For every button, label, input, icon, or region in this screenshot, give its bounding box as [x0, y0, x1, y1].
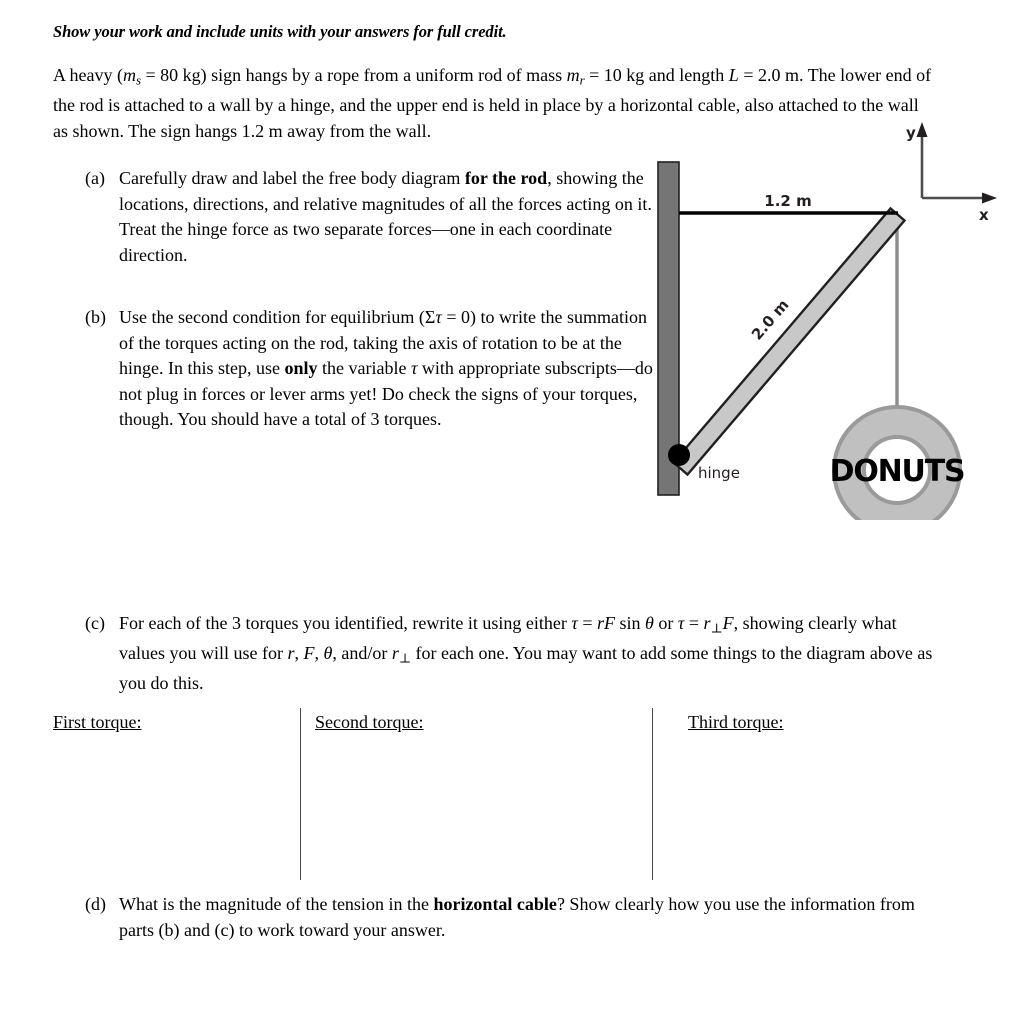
axis-y-label: y	[906, 124, 916, 142]
symbol-L: L	[728, 65, 739, 85]
part-a	[85, 166, 655, 268]
var-r: r	[287, 643, 295, 664]
part-c	[85, 611, 945, 697]
part-b-text-3: the variable	[317, 358, 411, 378]
var-r-perp-subscript: ⊥	[398, 650, 412, 666]
part-a-text-1: Carefully draw and label the free body diagram	[119, 168, 465, 188]
part-b-label: (b)	[85, 307, 106, 327]
var-F: F	[303, 643, 315, 664]
part-a-text-2: , showing the locations, directions, and relative magnitudes of all the forces acting on it. Treat the hinge force as two separate forces—one in each coordinate direction.	[119, 168, 652, 265]
part-b-emphasis: only	[284, 358, 318, 378]
column-divider-1	[300, 708, 301, 880]
part-c-text-1: For each of the 3 torques you identified, rewrite it using either	[119, 613, 572, 633]
eq1-F: F	[604, 613, 615, 633]
part-b-text-1: Use the second condition for equilibrium (Σ	[119, 307, 436, 327]
eq1-theta: θ	[645, 613, 654, 633]
eq1-tau: τ	[571, 613, 578, 633]
part-b-text-2: = 0) to write the summation of the torques acting on the rod, taking the axis of rotation to be at the hinge. In this step, use	[119, 307, 647, 378]
physics-diagram	[640, 110, 1024, 520]
hinge-label: hinge	[698, 464, 740, 482]
intro-text-1: A heavy (	[53, 65, 123, 85]
var-comma-1: ,	[294, 643, 304, 664]
eq2-equals: =	[684, 613, 704, 633]
second-torque-heading: Second torque:	[315, 712, 424, 732]
eq1-equals: =	[577, 613, 597, 633]
intro-text-4: = 2.0 m. The lower end of the rod is attached to a wall by a hinge, and the upper end is held in place by a horizontal cable, also attached to the wall as shown. The sign hangs 1.2 m away from the wall.	[53, 65, 932, 141]
symbol-tau-1: τ	[435, 307, 442, 327]
symbol-ms: m	[122, 65, 136, 85]
part-c-text-2: or	[653, 613, 678, 633]
part-c-text-3: , showing clearly what values you will use for	[119, 613, 897, 664]
part-d-emphasis: horizontal cable	[433, 894, 557, 914]
coordinate-axes	[906, 122, 997, 224]
eq2-r: r	[703, 613, 711, 633]
column-divider-2	[652, 708, 653, 880]
intro-text-3: = 10 kg and length	[584, 65, 729, 85]
donut-sign-text: DONUTS	[829, 454, 965, 489]
part-d	[85, 892, 935, 943]
intro-text-2: = 80 kg) sign hangs by a rope from a uniform rod of mass	[141, 65, 567, 85]
part-d-body	[119, 892, 935, 943]
rod-length-label: 2.0 m	[747, 295, 793, 344]
part-b-body	[119, 305, 660, 433]
symbol-tau-2: τ	[410, 358, 418, 378]
eq1-r: r	[596, 613, 604, 633]
var-theta: θ	[323, 643, 333, 664]
axis-x-arrowhead	[982, 193, 997, 204]
eq2-tau: τ	[677, 613, 685, 633]
axis-y-arrowhead	[917, 122, 928, 137]
part-c-body	[119, 611, 945, 697]
symbol-ms-subscript: s	[135, 72, 142, 88]
axis-x-label: x	[979, 206, 989, 224]
instruction-line: Show your work and include units with your answers for full credit.	[53, 22, 507, 41]
symbol-mr-subscript: r	[579, 72, 585, 88]
part-a-body	[119, 166, 655, 268]
part-b-text-4: with appropriate subscripts—do not plug in forces or lever arms yet! Do check the signs of your torques, though. You should have a total of 3 torques.	[119, 358, 653, 429]
part-c-label: (c)	[85, 613, 105, 633]
part-b	[85, 305, 660, 433]
part-d-text-1: What is the magnitude of the tension in the	[119, 894, 434, 914]
part-d-label: (d)	[85, 894, 106, 914]
eq1-sin: sin	[615, 613, 646, 633]
part-a-emphasis: for the rod	[464, 168, 548, 188]
hinge-dot	[668, 444, 690, 466]
var-comma-2: ,	[314, 643, 324, 664]
var-r-perp: r	[391, 643, 399, 664]
eq2-F: F	[722, 613, 734, 633]
var-andor: , and/or	[332, 643, 392, 664]
part-d-text-2: ? Show clearly how you use the information from parts (b) and (c) to work toward your answer.	[119, 894, 915, 940]
part-a-label: (a)	[85, 168, 105, 188]
eq2-r-perp-subscript: ⊥	[710, 620, 723, 636]
cable-length-label: 1.2 m	[764, 192, 812, 210]
third-torque-heading: Third torque:	[688, 712, 784, 732]
symbol-mr: m	[566, 65, 580, 85]
part-c-text-4: for each one. You may want to add some things to the diagram above as you do this.	[119, 643, 933, 694]
first-torque-heading: First torque:	[53, 712, 142, 732]
